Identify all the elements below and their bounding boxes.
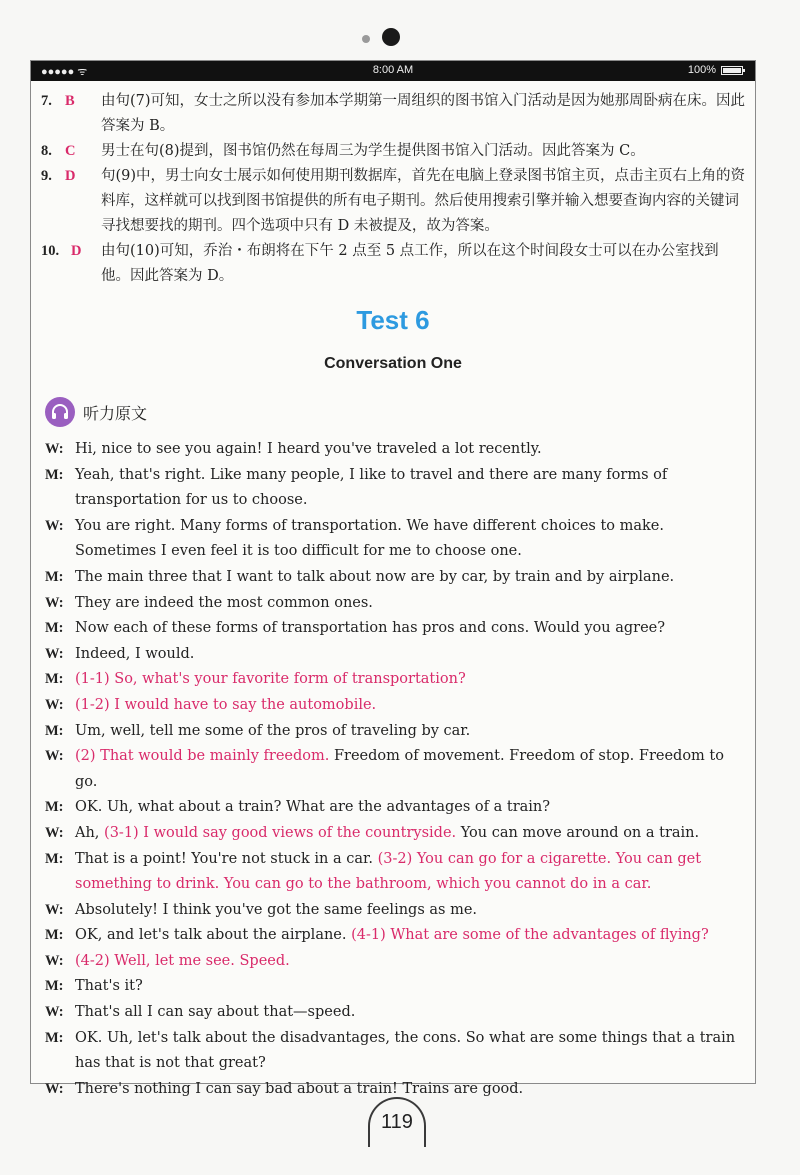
answer-text: 由句(10)可知，乔治・布朗将在下午 2 点至 5 点工作，所以在这个时间段女士可以在办公室找到他。因此答案为 D。 [101, 243, 719, 284]
speaker-label: M: [45, 568, 64, 585]
answer-item [41, 239, 747, 289]
dialogue-text: That's all I can say about that—speed. [75, 1004, 356, 1021]
battery-percent: 100% [687, 64, 716, 76]
answer-number: 7. [41, 93, 52, 109]
answer-item [41, 89, 747, 139]
dialogue-text: Absolutely! I think you've got the same feelings as me. [75, 901, 478, 918]
battery-status [688, 64, 743, 76]
dialogue-text: You can move around on a train. [456, 824, 700, 841]
speaker-label: M: [45, 927, 64, 944]
highlighted-text: (1-2) I would have to say the automobile. [75, 696, 377, 713]
answer-text: 男士在句(8)提到，图书馆仍然在每周三为学生提供图书馆入门活动。因此答案为 C。 [101, 143, 645, 159]
speaker-label: W: [45, 952, 64, 969]
speaker-label: W: [45, 594, 64, 611]
highlighted-text: (4-2) Well, let me see. Speed. [75, 952, 290, 969]
dialogue-text: That's it? [75, 978, 143, 995]
dialogue-text: Yeah, that's right. Like many people, I like to travel and there are many forms of transportation for us to choose. [75, 466, 668, 509]
tablet-screen [30, 60, 756, 1097]
answer-text: 句(9)中，男士向女士展示如何使用期刊数据库，首先在电脑上登录图书馆主页，点击主页右上角的资料库，这样就可以找到图书馆提供的所有电子期刊。然后使用搜索引擎并输入想要查询内容的关键词寻找想要找的期刊。四个选项中只有 D 未被提及，故为答案。 [101, 168, 746, 234]
dialogue-line [45, 667, 745, 693]
dialogue-line [45, 719, 745, 745]
dialogue-line [45, 1026, 745, 1077]
dialogue-text: You are right. Many forms of transportation. We have different choices to make. Sometimes I even feel it is too difficult for me to choose one. [75, 517, 664, 560]
speaker-label: W: [45, 824, 64, 841]
dialogue-line [45, 744, 745, 795]
highlighted-text: (3-2) You can go for a cigarette. You can get something to drink. You can go to the bathroom, which you cannot do in a car. [75, 850, 702, 893]
speaker-label: M: [45, 466, 64, 483]
battery-icon [721, 66, 743, 75]
dialogue-text: Freedom of movement. Freedom of stop. Freedom to go. [75, 748, 724, 790]
answer-number: 9. [41, 168, 52, 184]
answer-number: 10. [41, 243, 60, 259]
dialogue-text: OK. Uh, what about a train? What are the advantages of a train? [75, 799, 551, 816]
answer-explanations [41, 89, 747, 289]
dialogue-line [45, 616, 745, 642]
dialogue-text: Indeed, I would. [75, 645, 195, 662]
dialogue-text: Hi, nice to see you again! I heard you've traveled a lot recently. [75, 441, 542, 457]
status-bar [31, 61, 755, 81]
camera-dot-small [362, 35, 370, 43]
dialogue-line [45, 437, 745, 463]
dialogue-line [45, 821, 745, 847]
dialogue-text: Now each of these forms of transportation has pros and cons. Would you agree? [75, 620, 666, 637]
dialogue-line [45, 974, 745, 1000]
conversation-title: Conversation One [324, 355, 462, 372]
signal-indicator: ●●●●● ᯤ [41, 66, 88, 78]
dialogue-line [45, 514, 745, 565]
page-number-tab [368, 1097, 426, 1147]
dialogue-text: That is a point! You're not stuck in a car. [75, 850, 378, 867]
answer-letter: D [71, 243, 82, 259]
dialogue-line [45, 463, 745, 514]
speaker-label: W: [45, 1004, 64, 1021]
speaker-label: W: [45, 696, 64, 713]
dialogue-text: OK. Uh, let's talk about the disadvantages, the cons. So what are some things that a train has that is not that great? [75, 1029, 736, 1072]
test-title: Test 6 [356, 305, 430, 335]
dialogue-line [45, 923, 745, 949]
dialogue-text: There's nothing I can say bad about a train! Trains are good. [75, 1080, 524, 1097]
speaker-label: M: [45, 850, 64, 867]
dialogue-line [45, 693, 745, 719]
speaker-label: M: [45, 620, 64, 637]
dialogue-text: The main three that I want to talk about now are by car, by train and by airplane. [75, 568, 675, 585]
speaker-label: M: [45, 1029, 64, 1046]
dialogue-line [45, 795, 745, 821]
headphones-icon [45, 397, 75, 427]
speaker-label: W: [45, 645, 64, 662]
answer-number: 8. [41, 143, 52, 159]
speaker-label: M: [45, 799, 64, 816]
speaker-label: M: [45, 722, 64, 739]
dialogue-line [45, 591, 745, 617]
dialogue-text: They are indeed the most common ones. [75, 594, 373, 611]
answer-letter: D [65, 168, 76, 184]
dialogue-transcript [45, 437, 745, 1102]
highlighted-text: (4-1) What are some of the advantages of flying? [351, 927, 709, 944]
dialogue-line [45, 1000, 745, 1026]
dialogue-text: Ah, [75, 824, 105, 841]
dialogue-line [45, 949, 745, 975]
answer-text: 由句(7)可知，女士之所以没有参加本学期第一周组织的图书馆入门活动是因为她那周卧病在床。因此答案为 B。 [101, 93, 746, 134]
dialogue-line [45, 642, 745, 668]
dialogue-text: OK, and let's talk about the airplane. [75, 927, 352, 944]
answer-letter: C [65, 143, 76, 159]
highlighted-text: (2) That would be mainly freedom. [75, 748, 330, 765]
speaker-label: W: [45, 517, 64, 534]
section-header [45, 397, 147, 427]
status-time: 8:00 AM [372, 64, 414, 76]
answer-item [41, 139, 747, 164]
page-number: 119 [381, 1111, 413, 1133]
speaker-label: M: [45, 671, 64, 688]
highlighted-text: (3-1) I would say good views of the countryside. [104, 824, 457, 841]
speaker-label: W: [45, 441, 64, 457]
speaker-label: W: [45, 748, 64, 765]
dialogue-line [45, 898, 745, 924]
dialogue-text: Um, well, tell me some of the pros of traveling by car. [75, 722, 471, 739]
dialogue-line [45, 847, 745, 898]
speaker-label: W: [45, 1080, 64, 1097]
answer-letter: B [65, 93, 75, 109]
section-label: 听力原文 [83, 403, 148, 423]
answer-item [41, 164, 747, 239]
speaker-label: M: [45, 978, 64, 995]
camera-lens [382, 28, 400, 46]
dialogue-line [45, 565, 745, 591]
highlighted-text: (1-1) So, what's your favorite form of transportation? [75, 671, 466, 688]
speaker-label: W: [45, 901, 64, 918]
